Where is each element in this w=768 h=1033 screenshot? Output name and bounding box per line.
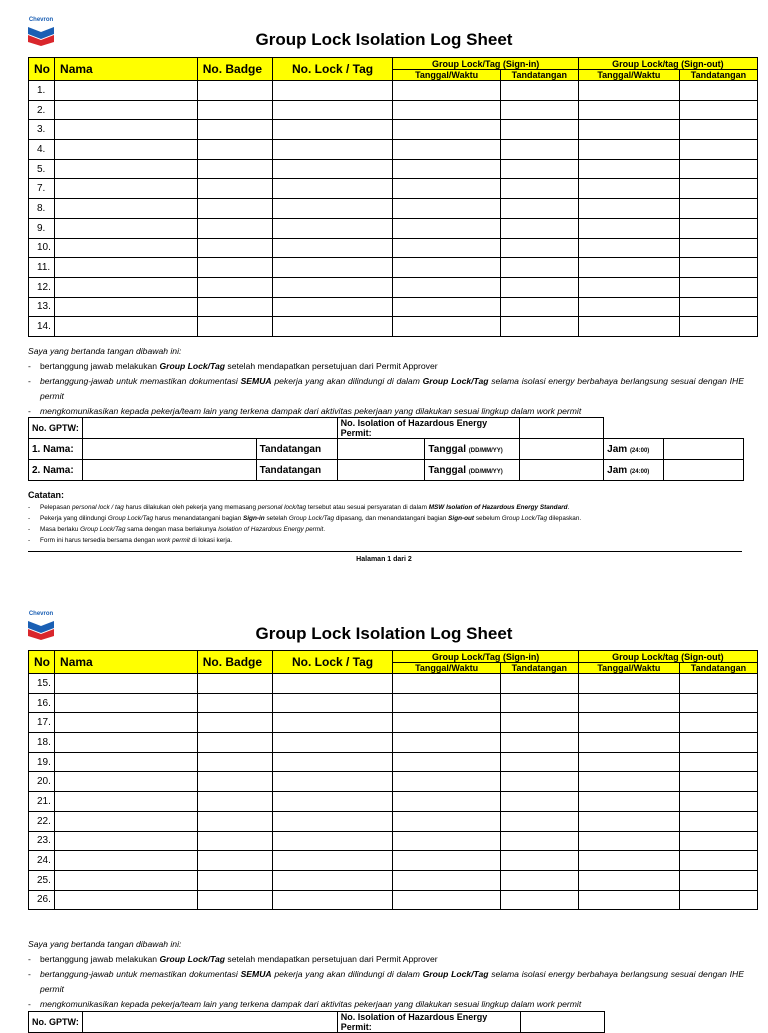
table-cell[interactable] [679,870,757,890]
table-cell[interactable] [272,120,393,140]
row-number: 16. [29,693,55,713]
table-cell[interactable] [197,100,272,120]
table-cell[interactable] [500,811,578,831]
nama-1-label: 1. Nama: [29,439,83,460]
table-row [29,297,758,317]
table-cell[interactable] [500,831,578,851]
table-cell[interactable] [500,792,578,812]
table-cell[interactable] [393,674,500,694]
table-cell[interactable] [578,772,679,792]
table-row [29,317,758,337]
notes-block [28,488,744,546]
table-cell[interactable] [272,179,393,199]
table-cell[interactable] [578,693,679,713]
table-cell[interactable] [500,870,578,890]
table-cell[interactable] [55,811,198,831]
table-cell[interactable] [55,258,198,278]
table-cell[interactable] [393,120,500,140]
table-cell[interactable] [197,317,272,337]
table-row [29,792,758,812]
col-nama: Nama [55,58,198,81]
logo-wordmark: Chevron [28,611,54,617]
table-cell[interactable] [55,297,198,317]
row-number: 11. [29,258,55,278]
row-number: 21. [29,792,55,812]
table-cell[interactable] [500,120,578,140]
table-cell[interactable] [679,733,757,753]
statement-item: - bertanggung-jawab untuk memastikan dokumentasi SEMUA pekerja yang akan dilindungi di dalam Group Lock/Tag selama isolasi energy berbahaya berlangsung sesuai dengan IHE permit [28,376,744,401]
row-number: 19. [29,752,55,772]
statement-intro: Saya yang bertanda tangan dibawah ini: [28,346,182,356]
row-number: 2. [29,100,55,120]
table-row [29,258,758,278]
table-cell[interactable] [679,238,757,258]
table-cell[interactable] [197,140,272,160]
row-number: 14. [29,317,55,337]
table-cell[interactable] [393,140,500,160]
table-cell[interactable] [500,733,578,753]
table-cell[interactable] [500,258,578,278]
table-cell[interactable] [197,811,272,831]
table-cell[interactable] [272,297,393,317]
table-cell[interactable] [197,890,272,910]
table-row [29,733,758,753]
table-cell[interactable] [393,851,500,871]
page-title: Group Lock Isolation Log Sheet [255,624,513,643]
date-2-field[interactable] [520,460,604,481]
table-row [29,277,758,297]
table-cell[interactable] [197,831,272,851]
ihe-permit-field[interactable] [520,418,604,439]
table-cell[interactable] [393,890,500,910]
table-cell[interactable] [500,100,578,120]
log-table [28,650,758,910]
row-number: 17. [29,713,55,733]
table-cell[interactable] [679,218,757,238]
table-cell[interactable] [393,100,500,120]
time-1-field[interactable] [664,439,744,460]
col-sign-out: Group Lock/tag (Sign-out) [578,651,757,663]
table-cell[interactable] [272,713,393,733]
row-number: 12. [29,277,55,297]
table-cell[interactable] [55,140,198,160]
table-cell[interactable] [578,890,679,910]
ihe-permit-label: No. Isolation of Hazardous Energy Permit: [337,1012,520,1033]
col-out-signature: Tandatangan [679,663,757,674]
table-cell[interactable] [197,258,272,278]
table-cell[interactable] [578,277,679,297]
table-cell[interactable] [578,179,679,199]
table-cell[interactable] [500,674,578,694]
table-cell[interactable] [578,831,679,851]
row-number: 8. [29,199,55,219]
col-out-signature: Tandatangan [679,70,757,81]
table-cell[interactable] [679,199,757,219]
signature-2-label: Tandatangan [256,460,337,481]
table-cell[interactable] [197,218,272,238]
table-cell[interactable] [679,317,757,337]
table-cell[interactable] [393,811,500,831]
table-cell[interactable] [55,772,198,792]
table-cell[interactable] [55,752,198,772]
table-row [29,851,758,871]
table-cell[interactable] [679,297,757,317]
table-cell[interactable] [272,140,393,160]
table-cell[interactable] [197,159,272,179]
table-cell[interactable] [578,120,679,140]
table-cell[interactable] [272,693,393,713]
table-cell[interactable] [393,297,500,317]
table-cell[interactable] [393,870,500,890]
row-number: 18. [29,733,55,753]
table-row [29,100,758,120]
table-cell[interactable] [197,199,272,219]
col-lock: No. Lock / Tag [272,651,393,674]
table-cell[interactable] [272,851,393,871]
table-cell[interactable] [197,238,272,258]
table-cell[interactable] [679,831,757,851]
col-badge: No. Badge [197,651,272,674]
table-cell[interactable] [393,277,500,297]
table-cell[interactable] [393,772,500,792]
table-cell[interactable] [55,199,198,219]
table-cell[interactable] [197,277,272,297]
row-number: 7. [29,179,55,199]
table-cell[interactable] [679,120,757,140]
table-cell[interactable] [679,713,757,733]
table-row [29,120,758,140]
logo-wordmark: Chevron [28,17,54,23]
col-lock: No. Lock / Tag [272,58,393,81]
col-in-signature: Tandatangan [500,663,578,674]
table-cell[interactable] [197,752,272,772]
table-cell[interactable] [55,693,198,713]
table-cell[interactable] [578,199,679,219]
table-row [29,693,758,713]
table-cell[interactable] [578,752,679,772]
nama-1-field[interactable] [82,439,256,460]
table-row [29,179,758,199]
table-cell[interactable] [500,752,578,772]
table-cell[interactable] [55,100,198,120]
table-cell[interactable] [272,81,393,101]
table-row [29,831,758,851]
table-row [29,674,758,694]
table-row [29,159,758,179]
table-cell[interactable] [679,179,757,199]
table-cell[interactable] [578,297,679,317]
table-cell[interactable] [393,317,500,337]
table-cell[interactable] [679,674,757,694]
gptw-label: No. GPTW: [29,1012,83,1033]
table-cell[interactable] [578,811,679,831]
row-number: 26. [29,890,55,910]
time-1-label: Jam (24:00) [604,439,664,460]
row-number: 5. [29,159,55,179]
table-cell[interactable] [500,199,578,219]
table-cell[interactable] [197,81,272,101]
table-cell[interactable] [500,179,578,199]
col-badge: No. Badge [197,58,272,81]
row-number: 13. [29,297,55,317]
table-cell[interactable] [197,297,272,317]
table-cell[interactable] [578,140,679,160]
ihe-permit-field[interactable] [520,1012,604,1033]
table-cell[interactable] [55,851,198,871]
time-2-field[interactable] [664,460,744,481]
row-number: 25. [29,870,55,890]
table-cell[interactable] [679,792,757,812]
log-table [28,57,758,337]
table-cell[interactable] [393,831,500,851]
gptw-label: No. GPTW: [29,418,83,439]
table-cell[interactable] [500,851,578,871]
signature-2-field[interactable] [337,460,425,481]
table-cell[interactable] [679,811,757,831]
table-cell[interactable] [272,238,393,258]
table-cell[interactable] [500,81,578,101]
table-cell[interactable] [393,218,500,238]
gptw-field[interactable] [82,418,337,439]
row-number: 23. [29,831,55,851]
signature-table [28,1011,744,1033]
statement-item: - bertanggung-jawab untuk memastikan dokumentasi SEMUA pekerja yang akan dilindungi di dalam Group Lock/Tag selama isolasi energy berbahaya berlangsung sesuai dengan IHE permit [28,969,744,994]
table-cell[interactable] [393,752,500,772]
row-number: 1. [29,81,55,101]
table-cell[interactable] [272,752,393,772]
table-cell[interactable] [197,120,272,140]
table-cell[interactable] [393,199,500,219]
table-cell[interactable] [578,851,679,871]
table-cell[interactable] [500,277,578,297]
table-cell[interactable] [55,159,198,179]
col-sign-in: Group Lock/Tag (Sign-in) [393,58,578,70]
table-cell[interactable] [55,792,198,812]
notes-title: Catatan: [28,490,65,500]
table-cell[interactable] [578,317,679,337]
table-row [29,870,758,890]
table-cell[interactable] [272,159,393,179]
row-number: 4. [29,140,55,160]
page-title: Group Lock Isolation Log Sheet [255,30,513,49]
table-cell[interactable] [500,159,578,179]
row-number: 3. [29,120,55,140]
table-cell[interactable] [393,159,500,179]
note-item: - Form ini harus tersedia bersama dengan work permit di lokasi kerja. [28,537,233,544]
signature-1-field[interactable] [337,439,425,460]
table-cell[interactable] [197,713,272,733]
table-cell[interactable] [197,693,272,713]
table-cell[interactable] [197,674,272,694]
table-cell[interactable] [393,179,500,199]
signature-1-label: Tandatangan [256,439,337,460]
table-cell[interactable] [55,81,198,101]
table-cell[interactable] [197,851,272,871]
table-cell[interactable] [55,277,198,297]
table-cell[interactable] [500,693,578,713]
col-out-datetime: Tanggal/Waktu [578,663,679,674]
table-cell[interactable] [578,238,679,258]
table-cell[interactable] [393,81,500,101]
date-1-field[interactable] [520,439,604,460]
table-cell[interactable] [272,792,393,812]
table-cell[interactable] [500,140,578,160]
statement-item: - mengkomunikasikan kepada pekerja/team lain yang terkena dampak dari aktivitas pekerjaan yang dilakukan sesuai lingkup dalam work permit [28,999,582,1009]
table-row [29,81,758,101]
note-item: - Pelepasan personal lock / tag harus dilakukan oleh pekerja yang memasang personal lock/tag tersebut atau sesuai persyaratan di dalam MSW Isolation of Hazardous Energy Standard. [28,504,570,511]
row-number: 10. [29,238,55,258]
table-row [29,811,758,831]
table-cell[interactable] [55,890,198,910]
table-cell[interactable] [500,297,578,317]
date-2-label: Tanggal (DD/MM/YY) [425,460,520,481]
table-cell[interactable] [578,100,679,120]
statement-block [28,344,744,419]
table-cell[interactable] [55,218,198,238]
row-number: 22. [29,811,55,831]
statement-intro: Saya yang bertanda tangan dibawah ini: [28,939,182,949]
table-cell[interactable] [393,792,500,812]
table-cell[interactable] [500,317,578,337]
table-cell[interactable] [578,218,679,238]
table-row [29,890,758,910]
statement-item: - mengkomunikasikan kepada pekerja/team lain yang terkena dampak dari aktivitas pekerjaan yang dilakukan sesuai lingkup dalam work permit [28,406,582,416]
time-2-label: Jam (24:00) [604,460,664,481]
table-cell[interactable] [578,159,679,179]
table-cell[interactable] [55,713,198,733]
table-cell[interactable] [272,870,393,890]
table-cell[interactable] [272,317,393,337]
table-cell[interactable] [679,277,757,297]
table-cell[interactable] [500,218,578,238]
col-no: No [29,651,55,674]
table-cell[interactable] [679,159,757,179]
ihe-permit-label: No. Isolation of Hazardous Energy Permit: [337,418,520,439]
table-cell[interactable] [272,100,393,120]
table-cell[interactable] [578,792,679,812]
table-cell[interactable] [272,199,393,219]
statement-block [28,937,744,1012]
table-cell[interactable] [55,317,198,337]
table-cell[interactable] [55,733,198,753]
table-row [29,713,758,733]
table-cell[interactable] [272,890,393,910]
table-cell[interactable] [393,693,500,713]
nama-2-field[interactable] [82,460,256,481]
col-sign-in: Group Lock/Tag (Sign-in) [393,651,578,663]
col-sign-out: Group Lock/tag (Sign-out) [578,58,757,70]
table-cell[interactable] [679,258,757,278]
table-cell[interactable] [679,693,757,713]
row-number: 15. [29,674,55,694]
table-cell[interactable] [500,890,578,910]
table-cell[interactable] [272,674,393,694]
page-number: Halaman 1 dari 2 [356,556,412,563]
table-cell[interactable] [679,752,757,772]
table-row [29,218,758,238]
table-cell[interactable] [55,870,198,890]
table-cell[interactable] [393,733,500,753]
table-cell[interactable] [272,772,393,792]
table-cell[interactable] [272,831,393,851]
table-cell[interactable] [197,870,272,890]
table-cell[interactable] [393,713,500,733]
table-cell[interactable] [500,772,578,792]
table-cell[interactable] [272,258,393,278]
row-number: 24. [29,851,55,871]
row-number: 9. [29,218,55,238]
table-row [29,238,758,258]
table-cell[interactable] [272,277,393,297]
table-cell[interactable] [55,120,198,140]
date-1-label: Tanggal (DD/MM/YY) [425,439,520,460]
table-cell[interactable] [197,733,272,753]
table-cell[interactable] [55,238,198,258]
table-cell[interactable] [393,238,500,258]
table-cell[interactable] [272,811,393,831]
table-cell[interactable] [393,258,500,278]
table-cell[interactable] [679,81,757,101]
table-row [29,199,758,219]
table-cell[interactable] [578,81,679,101]
table-cell[interactable] [578,713,679,733]
table-cell[interactable] [679,100,757,120]
table-cell[interactable] [679,890,757,910]
table-row [29,752,758,772]
table-cell[interactable] [578,674,679,694]
col-in-datetime: Tanggal/Waktu [393,663,500,674]
note-item: - Masa berlaku Group Lock/Tag sama dengan masa berlakunya Isolation of Hazardous Energy permit. [28,526,326,533]
col-out-datetime: Tanggal/Waktu [578,70,679,81]
table-cell[interactable] [55,674,198,694]
table-cell[interactable] [197,179,272,199]
col-no: No [29,58,55,81]
col-nama: Nama [55,651,198,674]
page-divider [28,551,742,552]
note-item: - Pekerja yang dilindungi Group Lock/Tag harus menandatangani bagian Sign-in setelah Group Lock/Tag dipasang, dan menandatangani bagian Sign-out sebelum Group Lock/Tag dilepaskan. [28,515,582,522]
table-cell[interactable] [197,792,272,812]
col-in-datetime: Tanggal/Waktu [393,70,500,81]
table-row [29,140,758,160]
table-cell[interactable] [578,870,679,890]
table-cell[interactable] [272,733,393,753]
nama-2-label: 2. Nama: [29,460,83,481]
table-cell[interactable] [679,140,757,160]
table-cell[interactable] [679,851,757,871]
gptw-field[interactable] [82,1012,337,1033]
table-cell[interactable] [55,179,198,199]
table-cell[interactable] [500,238,578,258]
col-in-signature: Tandatangan [500,70,578,81]
table-cell[interactable] [272,218,393,238]
table-row [29,772,758,792]
table-cell[interactable] [578,258,679,278]
table-cell[interactable] [500,713,578,733]
table-cell[interactable] [578,733,679,753]
table-cell[interactable] [55,831,198,851]
statement-item: - bertanggung jawab melakukan Group Lock/Tag setelah mendapatkan persetujuan dari Permit Approver [28,954,438,964]
signature-table [28,417,744,481]
statement-item: - bertanggung jawab melakukan Group Lock/Tag setelah mendapatkan persetujuan dari Permit Approver [28,361,438,371]
table-cell[interactable] [679,772,757,792]
table-cell[interactable] [197,772,272,792]
row-number: 20. [29,772,55,792]
